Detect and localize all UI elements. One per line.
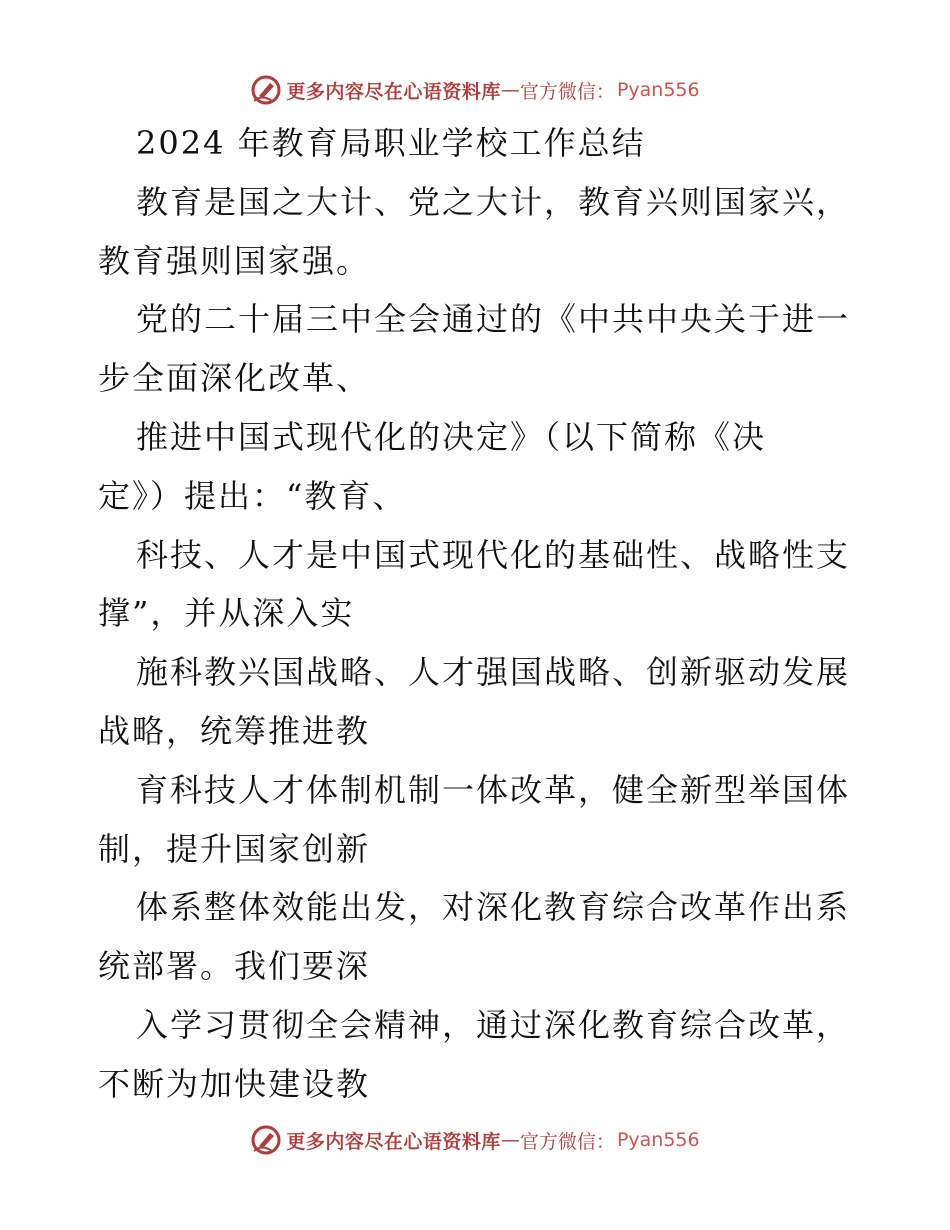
- banner-wechat-id: Pyan556: [616, 79, 700, 101]
- paragraph-line: 施科教兴国战略、人才强国战略、创新驱动发展: [136, 653, 851, 692]
- banner-dash: —: [500, 79, 520, 101]
- paragraph-line: 不断为加快建设教: [98, 1064, 371, 1103]
- paragraph-line: 推进中国式现代化的决定》（以下简称《决: [136, 417, 767, 456]
- document-title: 2024 年教育局职业学校工作总结: [136, 124, 646, 162]
- paragraph-line: 步全面深化改革、: [98, 359, 371, 398]
- banner-wechat-label: 官方微信：: [519, 80, 615, 103]
- document-body: [98, 114, 858, 1114]
- banner-wechat-id: Pyan556: [616, 1129, 700, 1151]
- banner-main-text: 更多内容尽在心语资料库: [286, 80, 501, 103]
- paragraph-line: 统部署。我们要深: [98, 947, 371, 986]
- paragraph-line: 科技、人才是中国式现代化的基础性、战略性支: [136, 535, 851, 574]
- quill-logo-icon: [250, 1124, 282, 1156]
- paragraph-line: 教育是国之大计、党之大计，教育兴则国家兴，: [136, 182, 851, 221]
- paragraph-line: 党的二十届三中全会通过的《中共中央关于进一: [136, 300, 851, 339]
- footer-banner: [0, 1120, 950, 1160]
- paragraph-line: 体系整体效能出发，对深化教育综合改革作出系: [136, 888, 851, 927]
- quill-logo-icon: [250, 74, 282, 106]
- paragraph-line: 教育强则国家强。: [98, 241, 371, 280]
- paragraph-line: 撑”，并从深入实: [98, 594, 355, 633]
- paragraph-line: 战略，统筹推进教: [98, 711, 371, 750]
- header-banner: [0, 70, 950, 110]
- paragraph-line: 制，提升国家创新: [98, 829, 371, 868]
- banner-dash: —: [500, 1129, 520, 1151]
- banner-main-text: 更多内容尽在心语资料库: [286, 1130, 501, 1153]
- paragraph-line: 育科技人才体制机制一体改革，健全新型举国体: [136, 770, 851, 809]
- paragraph-line: 入学习贯彻全会精神，通过深化教育综合改革，: [136, 1005, 851, 1044]
- paragraph-line: 定》）提出：“教育、: [98, 476, 407, 515]
- banner-wechat-label: 官方微信：: [519, 1130, 615, 1153]
